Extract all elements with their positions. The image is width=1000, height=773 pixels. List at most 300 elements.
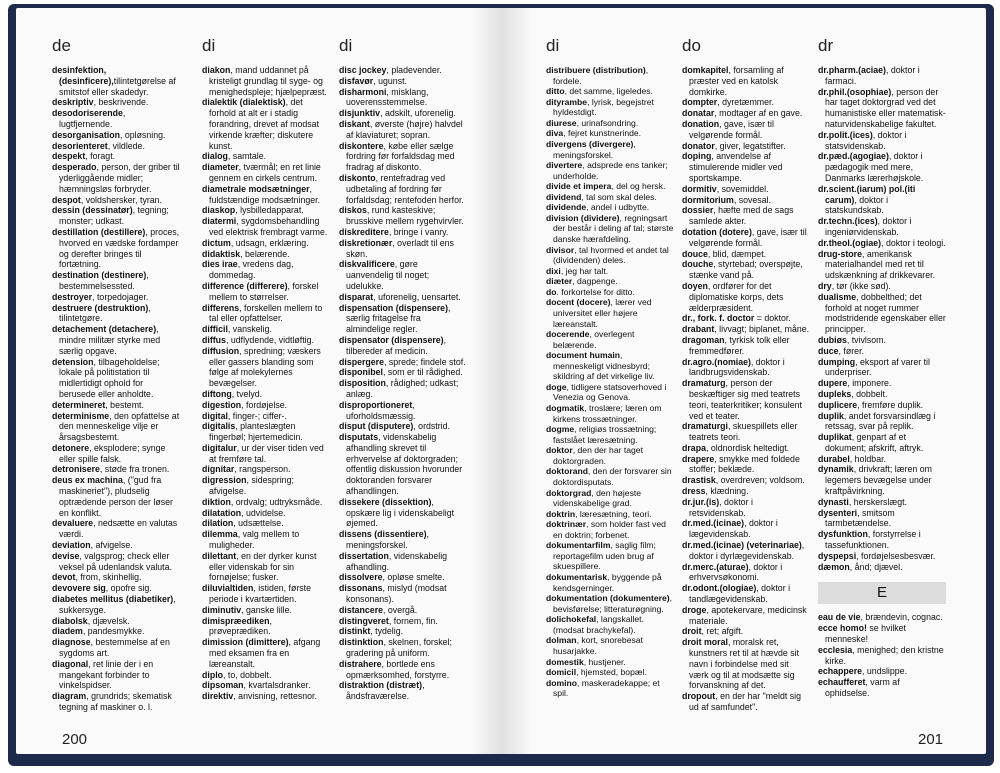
section-letter: E (818, 582, 946, 604)
definition: , person der beskæftiger sig med teatrets teori, teaterkritiker; konsulent ved et teater. (689, 378, 802, 421)
definition: , person, der griber til yderliggående midler; hæmningsløs forbryder. (59, 162, 180, 194)
definition: , from, skinhellig. (75, 572, 142, 583)
definition: , sprede; findele stof. (383, 356, 466, 367)
dictionary-entry (202, 475, 330, 497)
headword: distancere (339, 604, 384, 615)
headword: dumping (818, 356, 856, 367)
headword: dotation (dotere) (682, 226, 752, 237)
dictionary-entry (339, 141, 467, 173)
dictionary-entry (52, 594, 180, 616)
definition: , uforenelig, uensartet. (373, 291, 461, 302)
headword: duce (818, 345, 839, 356)
headword: diakon (202, 65, 231, 75)
dictionary-entry (546, 635, 674, 656)
dictionary-entry (682, 605, 810, 627)
definition: , fordøjelse. (241, 399, 288, 410)
headword: dynasti (818, 496, 849, 507)
headword: durabel (818, 453, 850, 464)
headword: digitalis (202, 421, 236, 432)
dictionary-entry (682, 540, 810, 562)
headword: destruere (destruktion) (52, 302, 149, 313)
definition: , vanskelig. (227, 324, 272, 335)
headword: devaluere (52, 518, 94, 529)
dictionary-entry (52, 551, 180, 573)
definition: , eksplodere; synge eller spille falsk. (59, 442, 166, 464)
dictionary-entry (339, 400, 467, 422)
definition: , moralsk ret, kunstners ret til at hævde sit navn i forbindelse med sit værk og til at modsætte sig forvanskning af det. (689, 637, 800, 691)
definition: , bevisførelse; litteraturøgning. (553, 593, 673, 614)
headword: drapa (682, 442, 706, 453)
dictionary-entry (339, 605, 467, 616)
dictionary-entry (818, 357, 946, 379)
dictionary-entry (682, 195, 810, 206)
definition: , overgå. (383, 604, 418, 615)
dictionary-column (546, 65, 674, 699)
headword: dr.odont.(ologiae) (682, 583, 757, 594)
definition: , det forhold at alt er i stadig forandring, drevet af modsat virkende kræfter; diskutere kunst. (209, 97, 320, 151)
dictionary-entry (202, 238, 330, 249)
definition: , misklang, uoverensstemmelse. (346, 86, 429, 108)
dictionary-entry (546, 266, 674, 277)
headword: duplicere (818, 399, 858, 410)
definition: , anvisning, rettesnor. (233, 691, 317, 702)
dictionary-entry (818, 562, 946, 573)
definition: , tegning; monster; udkast. (59, 205, 169, 227)
definition: , menighed; den kristne kirke. (825, 644, 944, 666)
dictionary-entry (52, 691, 180, 713)
dictionary-entry (546, 488, 674, 509)
headword: dress (682, 486, 706, 497)
definition: , øverste (højre) halvdel af klaviaturet; sopran. (346, 118, 463, 140)
definition: , holdbar. (849, 453, 886, 464)
headword: dysfunktion (818, 529, 868, 540)
dictionary-entry (202, 605, 330, 616)
dictionary-entry (202, 97, 330, 151)
headword: digestion (202, 399, 242, 410)
headword: dramaturg (682, 378, 726, 389)
headword: dispergere (339, 356, 384, 367)
headword: distraktion (distræt) (339, 680, 423, 691)
dictionary-entry (339, 303, 467, 335)
definition: , som er til rådighed. (383, 367, 463, 378)
dictionary-entry (52, 108, 180, 130)
definition: , giver, legatstifter. (714, 140, 786, 151)
headword: dynamik (818, 464, 854, 475)
dictionary-entry (682, 486, 810, 497)
dictionary-entry (546, 382, 674, 403)
headword: disputats (339, 432, 379, 443)
dictionary-entry (52, 540, 180, 551)
headword: diminutiv (202, 604, 242, 615)
dictionary-entry (818, 346, 946, 357)
headword: douche (682, 259, 714, 270)
headword: divide et impera (546, 181, 612, 192)
definition: , hjemsted, bopæl. (576, 667, 647, 678)
dictionary-entry (818, 249, 946, 281)
headword: distrahere (339, 658, 382, 669)
definition: , den opfattelse at den menneskelige vilje er årsagsbestemt. (59, 410, 180, 443)
dictionary-entry (339, 335, 467, 357)
headword: diskvalificere (339, 259, 395, 270)
dictionary-entry (546, 192, 674, 203)
headword: domino (546, 677, 578, 688)
dictionary-entry (682, 518, 810, 540)
headword: donation (682, 118, 720, 129)
definition: , saglig film; reportagefilm uden brug af skuespillere. (553, 540, 656, 572)
headword: dr.jur.(is) (682, 496, 720, 507)
definition: , udsættelse. (233, 518, 284, 529)
headword: dr.polit.(ices) (818, 129, 873, 140)
dictionary-entry (682, 65, 810, 97)
dictionary-entry (202, 205, 330, 216)
headword: drapere (682, 453, 715, 464)
dictionary-entry (818, 378, 946, 389)
dictionary-entry (818, 464, 946, 496)
headword: dissens (dissentiere) (339, 529, 427, 540)
dictionary-entry (202, 691, 330, 702)
dictionary-entry (682, 497, 810, 519)
definition: , gave, især til velgørende formål. (689, 226, 807, 248)
definition: , hustjener. (583, 656, 626, 667)
dictionary-entry (682, 151, 810, 183)
headword: detachement (detachere) (52, 324, 157, 335)
column-header: do (682, 36, 701, 55)
headword: desorienteret (52, 140, 108, 151)
headword: desodoriserende (52, 108, 123, 119)
headword: divergens (divergere) (546, 138, 634, 149)
dictionary-entry (202, 443, 330, 465)
headword: dr.pæd.(agogiae) (818, 151, 889, 162)
definition: , andel i udbytte. (586, 202, 650, 213)
dictionary-entry (52, 324, 180, 356)
dictionary-column (202, 65, 330, 702)
definition: , valgsprog; check eller veksel på udenlandsk valuta. (59, 550, 172, 572)
right-page (502, 8, 986, 754)
definition: , købe eller sælge fordring før forfaldsdag med fradrag af diskonto. (346, 140, 455, 173)
page-number: 201 (918, 731, 944, 748)
dictionary-entry (202, 464, 330, 475)
headword: document humain (546, 350, 621, 361)
definition: , dagpenge. (572, 276, 618, 287)
headword: duplikat (818, 432, 852, 443)
dictionary-entry (339, 292, 467, 303)
definition: , doktor i pædagogik med mere, Danmarks lærerhøjskole. (825, 151, 924, 183)
dictionary-entry (52, 475, 180, 518)
dictionary-entry (546, 403, 674, 424)
headword: devovere sig (52, 583, 106, 594)
definition: , andet forsvarsindlæg i retssag, svar på replik. (825, 410, 936, 432)
definition: , tvivlsom. (846, 334, 886, 345)
headword: ditto (546, 86, 565, 97)
dictionary-entry (339, 572, 467, 583)
headword: diskant (339, 118, 370, 129)
definition: , den der har taget doktorgraden. (553, 445, 643, 466)
definition: , sidespring; afvigelse. (209, 475, 294, 497)
definition: , gøre uanvendelig til noget; udelukke. (346, 259, 430, 291)
headword: dr.theol.(ogiae) (818, 237, 882, 248)
dictionary-entry (682, 281, 810, 313)
dictionary-entry (546, 287, 674, 298)
definition: , valg mellem to muligheder. (209, 529, 300, 551)
definition: , dobbelthed; det forhold at noget rummer modstridende egenskaber eller principper. (825, 291, 946, 335)
dictionary-entry (339, 259, 467, 291)
headword: doktrin (546, 508, 576, 519)
definition: , tidligere statsoverhoved i Venezia og Genova. (553, 381, 667, 403)
headword: digression (202, 475, 247, 486)
dictionary-entry (52, 616, 180, 627)
definition: , doktor i retsvidenskab. (689, 496, 753, 518)
dictionary-entry (682, 119, 810, 141)
definition: tilintetgørelse af smitstof eller skadedyr. (59, 75, 176, 97)
definition: , pladevender. (386, 65, 442, 75)
headword: disfavør (339, 75, 374, 86)
headword: dolichokefal (546, 614, 597, 625)
dictionary-entry (339, 616, 467, 627)
definition: , tydelig. (370, 626, 404, 637)
headword: dispensation (dispensere) (339, 302, 449, 313)
headword: division (dividere) (546, 212, 620, 223)
headword: diadem (52, 626, 83, 637)
definition: , kvartalsdranker. (243, 680, 311, 691)
headword: deskriptiv (52, 97, 94, 108)
headword: dilettant (202, 550, 237, 561)
definition: , adsprede ens tanker; underholde. (553, 160, 668, 181)
definition: , mindre militær styrke med særlig opgave. (59, 324, 161, 356)
headword: dipsoman (202, 680, 244, 691)
definition: , drivkraft; læren om legemers bevægelse under kraftpåvirkning. (825, 464, 932, 497)
dictionary-entry (546, 97, 674, 118)
dictionary-entry (202, 162, 330, 184)
dictionary-entry (202, 637, 330, 669)
headword: diktion (202, 496, 231, 507)
definition: , bestemt. (105, 399, 144, 410)
headword: dissonans (339, 583, 383, 594)
headword: despekt (52, 151, 86, 162)
dictionary-entry (202, 497, 330, 508)
headword: dividend (546, 191, 582, 202)
definition: , afgang med eksamen fra en læreanstalt. (209, 637, 321, 669)
definition: , forskellen mellem to tal eller opfattelser. (209, 302, 323, 324)
definition: , istiden, første periode i kvartærtiden. (209, 583, 312, 605)
dictionary-entry (546, 329, 674, 350)
headword: dr.med.(icinae) (veterinariae) (682, 540, 802, 551)
definition: , tal som skal deles. (581, 191, 657, 202)
dictionary-entry (339, 227, 467, 238)
definition: , smykke med foldede stoffer; beklæde. (689, 453, 800, 475)
definition: , åndsfraværelse. (346, 680, 425, 702)
dictionary-entry (202, 184, 330, 206)
definition: , menneskeligt vidnesbyrd; skildring af det virkelige liv. (553, 350, 655, 382)
headword: dogmatik (546, 403, 585, 413)
dictionary-entry (546, 509, 674, 520)
headword: droge (682, 604, 707, 615)
definition: , kort, snorebesat husarjakke. (553, 635, 643, 656)
dictionary-entry (339, 637, 467, 659)
headword: dilatation (202, 507, 242, 518)
dictionary-entry (546, 667, 674, 678)
dictionary-entry (546, 572, 674, 593)
dictionary-entry (202, 583, 330, 605)
dictionary-entry (339, 238, 467, 260)
dictionary-entry (682, 357, 810, 379)
headword: dokumentarisk (546, 572, 608, 582)
dictionary-entry (202, 389, 330, 400)
headword: diaskop (202, 205, 236, 216)
headword: dissertation (339, 550, 389, 561)
dictionary-entry (52, 227, 180, 270)
left-page (16, 8, 502, 754)
headword: disponibel (339, 367, 383, 378)
dictionary-entry (546, 614, 674, 635)
headword: drastisk (682, 475, 716, 486)
definition: , lyrisk, begejstret hyldestdigt. (553, 96, 654, 118)
dictionary-entry (818, 529, 946, 551)
dictionary-entry (52, 141, 180, 152)
headword: diftong (202, 388, 232, 399)
definition: , prøveprædiken. (209, 615, 272, 637)
definition: , doktor i lægevidenskab. (689, 518, 778, 540)
definition: , tværmål; en ret linie gennem en cirkels centrum. (209, 162, 321, 183)
definition: , ordvalg; udtryksmåde. (230, 496, 323, 507)
headword: dr.merc.(aturae) (682, 561, 749, 572)
headword: determinisme (52, 410, 110, 421)
definition: , forskel mellem to størrelser. (209, 280, 319, 302)
headword: dolman (546, 635, 577, 646)
dictionary-entry (339, 583, 467, 605)
definition: , fornem, fin. (388, 615, 438, 626)
definition: , ret linie der i en mangekant forbinder to vinkelspidser. (59, 658, 154, 691)
definition: , pandesmykke. (82, 626, 145, 637)
dictionary-entry (202, 551, 330, 583)
dictionary-entry (818, 281, 946, 292)
dictionary-entry (339, 529, 467, 551)
dictionary-entry (682, 249, 810, 260)
dictionary-entry (546, 181, 674, 192)
headword: diskos (339, 205, 367, 216)
definition: , opløse smelte. (382, 572, 445, 583)
dictionary-entry (52, 97, 180, 108)
headword: dropout (682, 691, 716, 702)
headword: dr.med.(icinae) (682, 518, 745, 529)
headword: diluvialtiden (202, 583, 254, 594)
definition: , bestemmelse af en sygdoms art. (59, 637, 170, 659)
headword: duplik (818, 410, 844, 421)
dictionary-entry (546, 65, 674, 86)
definition: , tyrkisk tolk eller fremmedfører. (689, 334, 790, 356)
definition: , en der har "meldt sig ud af samfundet". (689, 691, 801, 713)
dictionary-entry (52, 572, 180, 583)
dictionary-entry (52, 464, 180, 475)
dictionary-entry (818, 292, 946, 335)
headword: doyen (682, 280, 708, 291)
dictionary-entry (546, 466, 674, 487)
definition: , to, dobbelt. (223, 669, 272, 680)
headword: destroyer (52, 291, 93, 302)
definition: , torpedojager. (92, 291, 149, 302)
headword: dissekere (dissektion) (339, 496, 432, 507)
dictionary-entry (818, 389, 946, 400)
definition: , opskære lig i videnskabeligt øjemed. (346, 496, 455, 529)
headword: domicil (546, 667, 577, 678)
dictionary-entry (546, 213, 674, 245)
definition: , doktor i ingeniørvidenskab. (825, 216, 912, 237)
dictionary-entry (52, 151, 180, 162)
definition: , bestemmelsessted. (59, 270, 149, 291)
definition: , fuldstændige modsætninger. (209, 183, 321, 205)
definition: , fører. (838, 345, 864, 356)
dictionary-entry (818, 497, 946, 508)
headword: detension (52, 356, 94, 367)
definition: , fordele. (553, 65, 649, 86)
dictionary-entry (682, 421, 810, 443)
headword: dityrambe (546, 96, 588, 107)
dictionary-entry (818, 666, 946, 677)
headword: diskretionær (339, 237, 393, 248)
dictionary-entry (52, 65, 180, 97)
definition: , klædning. (705, 486, 749, 497)
headword: dr.phil.(osophiae) (818, 86, 892, 97)
headword: dialektik (dialektisk) (202, 97, 286, 108)
headword: distingveret (339, 615, 389, 626)
dictionary-entry (202, 680, 330, 691)
page-gutter-shadow (502, 8, 532, 754)
definition: , planteslægten fingerbøl; hjertemedicin. (209, 421, 303, 443)
definition: , undslippe. (862, 666, 908, 677)
definition: , imponere. (847, 378, 892, 389)
definition: , gave, især til velgørende formål. (689, 118, 774, 140)
definition: , særlig fritagelse fra almindelige regler. (346, 302, 451, 335)
definition: , opofre sig. (105, 583, 152, 594)
dictionary-entry (682, 108, 810, 119)
headword: dragoman (682, 334, 725, 345)
headword: diurese (546, 117, 577, 128)
headword: droit (682, 626, 702, 637)
headword: dialog (202, 151, 228, 162)
definition: , belærende. (240, 248, 290, 259)
definition: , doktor i erhvervsøkonomi. (689, 561, 783, 583)
dictionary-entry (202, 303, 330, 325)
dictionary-entry (52, 443, 180, 465)
dictionary-entry (52, 583, 180, 594)
headword: ecce homo! (818, 623, 867, 634)
headword: desperado (52, 162, 97, 173)
headword: donator (682, 140, 715, 151)
headword: difference (differere) (202, 280, 288, 291)
definition: , apotekervare, medicinsk materiale. (689, 604, 807, 626)
headword: dessin (dessinatør) (52, 205, 133, 216)
headword: despot (52, 194, 81, 205)
headword: doktor (546, 445, 573, 456)
definition: , jeg har talt. (560, 265, 609, 276)
definition: , livvagt; biplanet, måne. (714, 324, 810, 335)
dictionary-entry (339, 76, 467, 87)
dictionary-entry (52, 659, 180, 691)
dictionary-entry (682, 378, 810, 421)
dictionary-entry (202, 65, 330, 97)
definition: , udvidelse. (241, 507, 286, 518)
dictionary-entry (818, 551, 946, 562)
definition: , lærer ved universitet eller højere læreanstalt. (553, 297, 652, 329)
dictionary-entry (202, 249, 330, 260)
definition: , overdreven; voldsom. (715, 475, 805, 486)
headword: diagnose (52, 637, 91, 648)
dictionary-entry (202, 529, 330, 551)
definition: , videnskabelig afhandling. (346, 550, 448, 572)
dictionary-entry (682, 205, 810, 227)
definition: , en der dyrker kunst eller videnskab for sin fornøjelse; fusker. (209, 550, 317, 583)
definition: , tilintetgøre. (59, 302, 151, 324)
definition: , rangsperson. (234, 464, 291, 475)
